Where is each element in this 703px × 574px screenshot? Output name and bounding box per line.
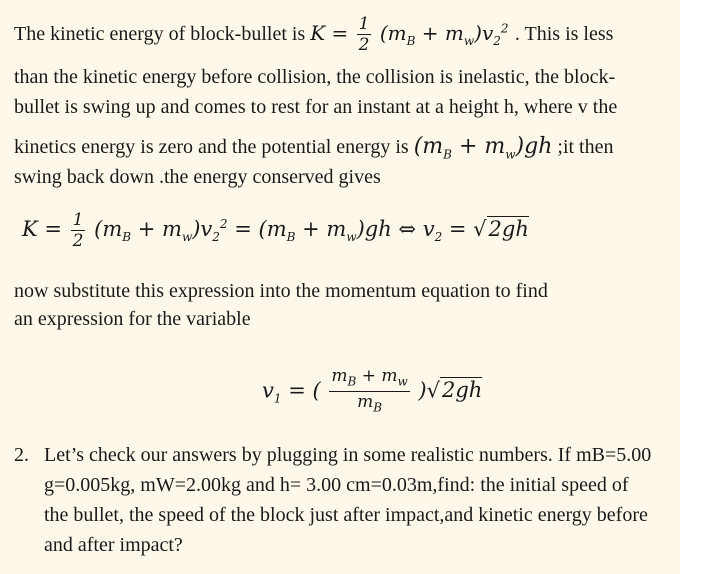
energy-equation: K = $\frac{1}{2}$ $(m_B + m_w)v_2^2 = (m_B + m_w)gh$ ⇔ $v_2 = √2gh$ xyxy=(22,210,529,251)
question-item xyxy=(14,440,654,560)
pe-formula: $(m_B + m_w)gh$ xyxy=(413,134,553,162)
text: kinetics energy is zero and the potential energy is xyxy=(14,136,409,158)
question-text: Let’s check our answers by plugging in some realistic numbers. If mB=5.00 g=0.005kg, mW=2.00kg and h= 3.00 cm=0.03m,find: the initial speed of the bullet, the speed of the block just after impact,and kinetic energy before and after impact? xyxy=(44,444,652,556)
para2-line1: now substitute this expression into the momentum equation to find xyxy=(14,280,548,302)
para1-line3: bullet is swing up and comes to rest for an instant at a height h, where v the xyxy=(14,96,618,118)
text: The kinetic energy of block-bullet is xyxy=(14,23,306,45)
para1-line2: than the kinetic energy before collision, the collision is inelastic, the block- xyxy=(14,66,616,88)
para2-line2: an expression for the variable xyxy=(14,308,251,330)
velocity-equation: $v_1$ = ( $\frac{m_B + m_w}{m_B}$ )√2gh xyxy=(262,366,483,415)
para1-line1 xyxy=(14,14,613,55)
ke-formula: K = $\frac{1}{2}$ $(m_B + m_w)v_2^2$ xyxy=(310,14,509,55)
question-number: 2. xyxy=(14,444,29,466)
para1-line4 xyxy=(14,134,614,167)
text: . This is less xyxy=(514,23,614,45)
para1-line5: swing back down .the energy conserved gives xyxy=(14,166,381,188)
text: ;it then xyxy=(557,136,614,158)
